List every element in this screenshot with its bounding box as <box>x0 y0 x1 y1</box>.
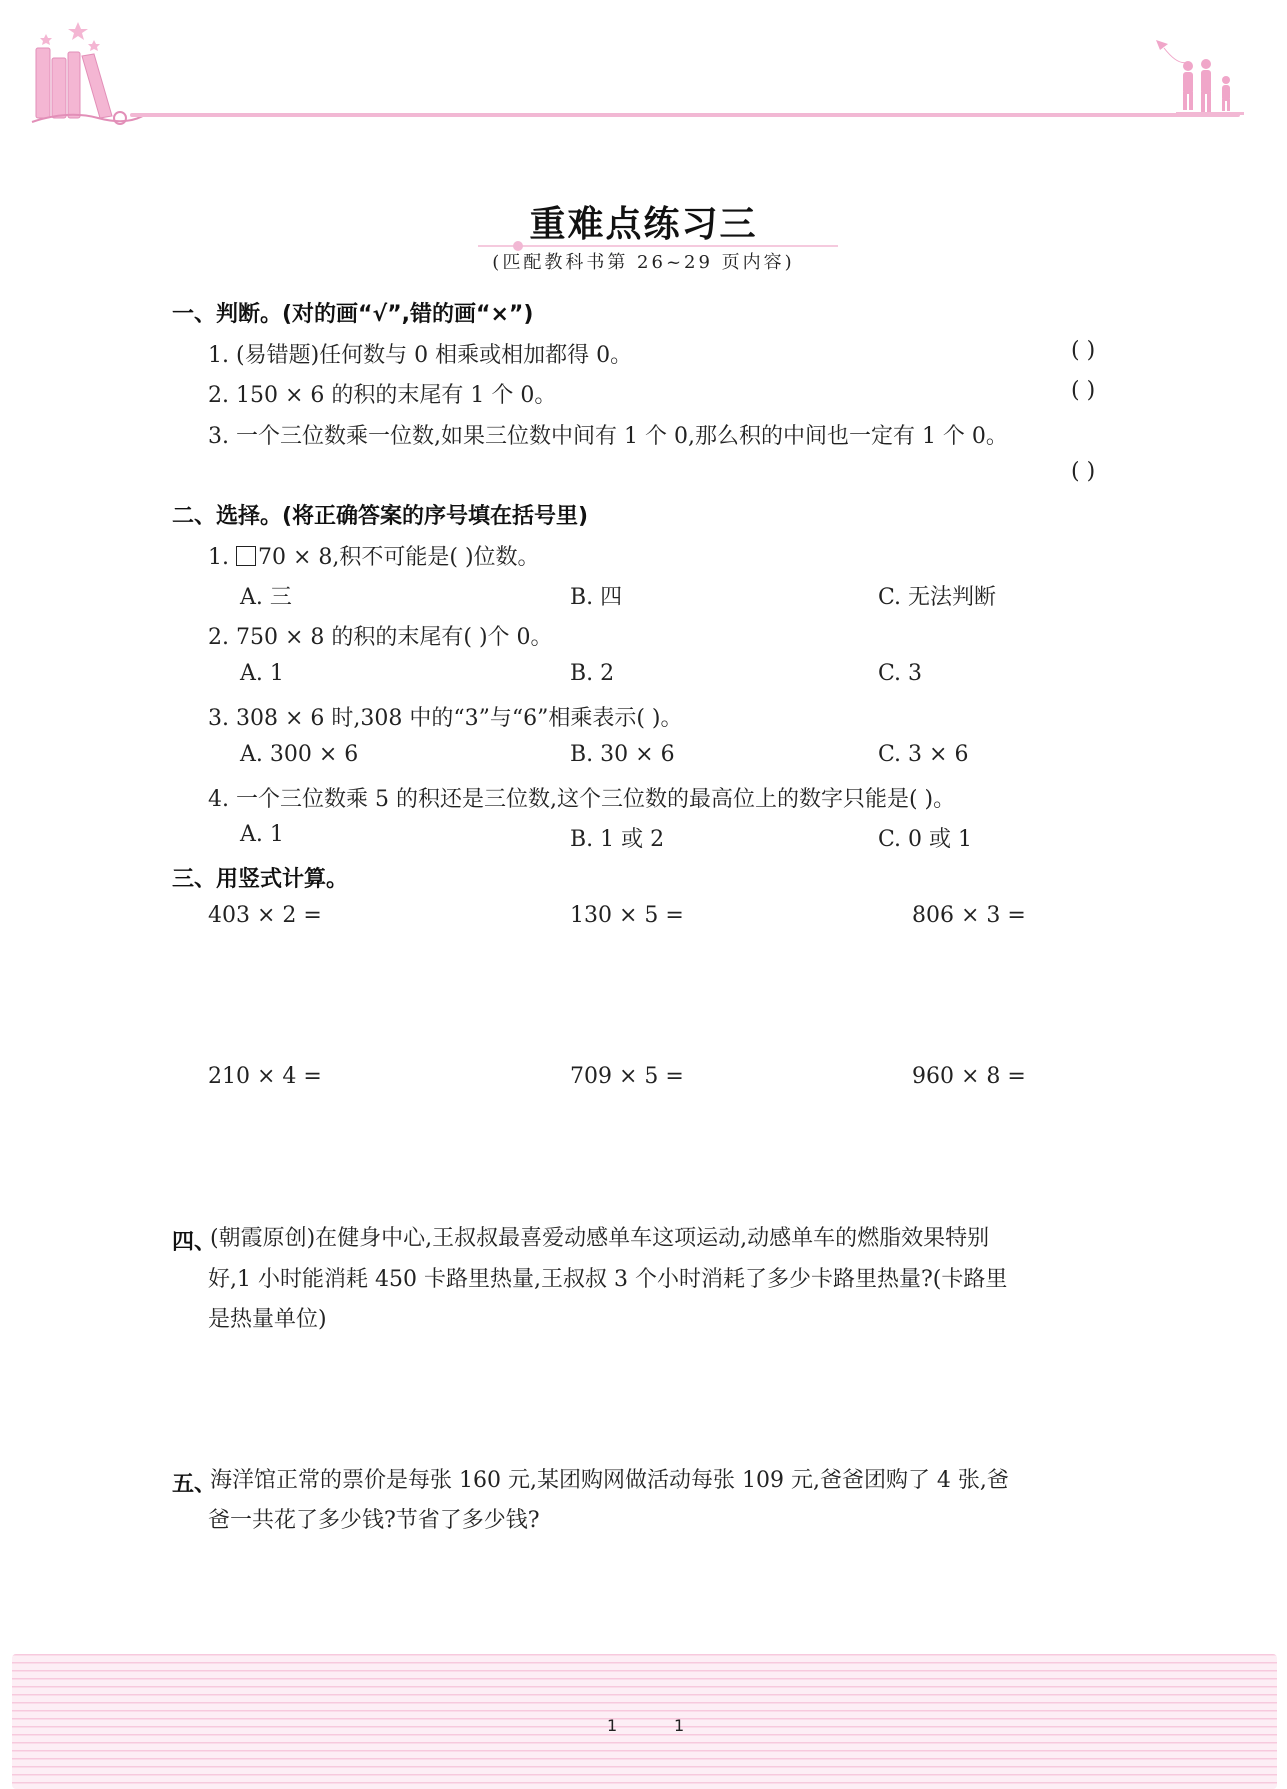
section4-problem <box>210 1218 1210 1259</box>
q4-option-c[interactable]: C. 0 或 1 <box>878 827 973 852</box>
family-kite-icon <box>1148 36 1244 116</box>
choice-q4-stem: 4. 一个三位数乘 5 的积还是三位数,这个三位数的最高位上的数字只能是( )。 <box>208 787 956 812</box>
q2-option-a[interactable]: A. 1 <box>240 661 284 686</box>
answer-paren-1[interactable]: ( ) <box>1071 338 1096 363</box>
q1-prefix: 1. <box>208 545 236 570</box>
judge-item-1: 1. (易错题)任何数与 0 相乘或相加都得 0。 <box>208 343 633 368</box>
q3-option-c[interactable]: C. 3 × 6 <box>878 742 969 767</box>
q1-option-b[interactable]: B. 四 <box>570 585 623 610</box>
calc-item: 960 × 8 = <box>912 1064 1026 1089</box>
answer-paren-3[interactable]: ( ) <box>1071 459 1096 484</box>
calc-item: 806 × 3 = <box>912 903 1026 928</box>
section4-line-1: (朝霞原创)在健身中心,王叔叔最喜爱动感单车这项运动,动感单车的燃脂效果特别 <box>210 1226 990 1251</box>
header-rule <box>130 113 1240 117</box>
footer-band <box>12 1654 1277 1789</box>
q1-option-a[interactable]: A. 三 <box>240 585 292 610</box>
blank-box-icon <box>236 546 256 566</box>
section2-heading: 二、选择。(将正确答案的序号填在括号里) <box>172 504 589 529</box>
page-subtitle: (匹配教科书第 26~29 页内容) <box>492 252 795 273</box>
answer-paren-2[interactable]: ( ) <box>1071 378 1096 403</box>
section1-heading: 一、判断。(对的画“√”,错的画“×”) <box>172 302 534 327</box>
choice-q2-stem: 2. 750 × 8 的积的末尾有( )个 0。 <box>208 625 553 650</box>
judge-item-2: 2. 150 × 6 的积的末尾有 1 个 0。 <box>208 383 557 408</box>
q3-option-b[interactable]: B. 30 × 6 <box>570 742 675 767</box>
choice-q3-stem: 3. 308 × 6 时,308 中的“3”与“6”相乘表示( )。 <box>208 706 683 731</box>
page-title: 重难点练习三 <box>529 203 758 245</box>
page-number-left: 1 <box>607 1716 618 1735</box>
section4-line-3: 是热量单位) <box>208 1307 327 1332</box>
calc-item: 403 × 2 = <box>208 903 322 928</box>
q1-stem-text: 70 × 8,积不可能是( )位数。 <box>257 545 540 570</box>
q2-option-b[interactable]: B. 2 <box>570 661 615 686</box>
q1-option-c[interactable]: C. 无法判断 <box>878 585 997 610</box>
section5-line-2: 爸一共花了多少钱?节省了多少钱? <box>208 1508 540 1533</box>
section5-label: 五、 <box>172 1472 217 1497</box>
calc-item: 709 × 5 = <box>570 1064 684 1089</box>
section3-heading: 三、用竖式计算。 <box>172 867 349 892</box>
judge-item-3: 3. 一个三位数乘一位数,如果三位数中间有 1 个 0,那么积的中间也一定有 1 个 0。 <box>208 424 1008 449</box>
q2-option-c[interactable]: C. 3 <box>878 661 923 686</box>
choice-q1-stem <box>208 540 540 571</box>
q3-option-a[interactable]: A. 300 × 6 <box>240 742 359 767</box>
calc-item: 130 × 5 = <box>570 903 684 928</box>
page-number-right: 1 <box>674 1716 685 1735</box>
q4-option-a[interactable]: A. 1 <box>240 822 284 847</box>
section4-line-2: 好,1 小时能消耗 450 卡路里热量,王叔叔 3 个小时消耗了多少卡路里热量?(卡路里 <box>208 1267 1008 1292</box>
q4-option-b[interactable]: B. 1 或 2 <box>570 827 665 852</box>
calc-item: 210 × 4 = <box>208 1064 322 1089</box>
section5-line-1: 海洋馆正常的票价是每张 160 元,某团购网做活动每张 109 元,爸爸团购了 4 张,爸 <box>210 1468 1009 1493</box>
section4-label: 四、 <box>172 1230 217 1255</box>
